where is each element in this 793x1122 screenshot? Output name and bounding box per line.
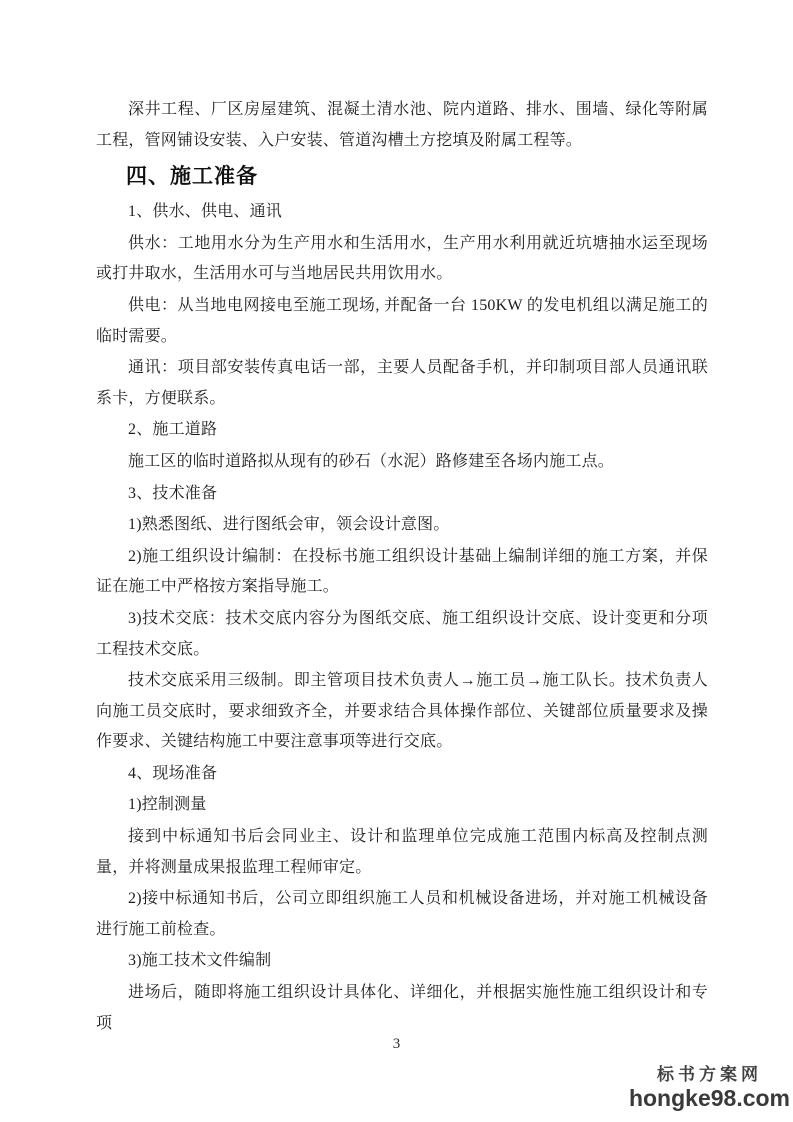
paragraph: 2)接中标通知书后，公司立即组织施工人员和机械设备进场，并对施工机械设备进行施工前检查。	[96, 890, 708, 938]
paragraph: 供电：从当地电网接电至施工现场, 并配备一台 150KW 的发电机组以满足施工的临时需要。	[96, 296, 708, 345]
paragraph: 3)施工技术文件编制	[128, 952, 272, 970]
document-body	[96, 95, 708, 1040]
paragraph: 2)施工组织设计编制：在投标书施工组织设计基础上编制详细的施工方案，并保证在施工中严格按方案指导施工。	[96, 547, 708, 596]
paragraph: 深井工程、厂区房屋建筑、混凝土清水池、院内道路、排水、围墙、绿化等附属工程，管网铺设安装、入户安装、管道沟槽土方挖填及附属工程等。	[96, 101, 708, 149]
paragraph: 进场后，随即将施工组织设计具体化、详细化，并根据实施性施工组织设计和专项	[96, 984, 708, 1032]
paragraph: 技术交底采用三级制。即主管项目技术负责人→施工员→施工队长。技术负责人向施工员交底时，要求细致齐全，并要求结合具体操作部位、关键部位质量要求及操作要求、关键结构施工中要注意事项等进行交底。	[96, 672, 708, 751]
paragraph: 4、现场准备	[128, 764, 218, 782]
section-heading: 四、施工准备	[126, 165, 258, 189]
paragraph: 1)控制测量	[128, 796, 207, 814]
paragraph: 1)熟悉图纸、进行图纸会审，领会设计意图。	[128, 516, 450, 534]
paragraph: 3、技术准备	[128, 484, 218, 502]
paragraph: 3)技术交底：技术交底内容分为图纸交底、施工组织设计交底、设计变更和分项工程技术交底。	[96, 609, 708, 658]
paragraph: 1、供水、供电、通讯	[128, 203, 283, 221]
paragraph: 2、施工道路	[128, 421, 218, 439]
paragraph: 供水：工地用水分为生产用水和生活用水，生产用水利用就近坑塘抽水运至现场或打井取水，生活用水可与当地居民共用饮用水。	[96, 234, 708, 283]
watermark	[629, 1066, 790, 1110]
paragraph: 接到中标通知书后会同业主、设计和监理单位完成施工范围内标高及控制点测量，并将测量成果报监理工程师审定。	[96, 828, 708, 876]
paragraph: 施工区的临时道路拟从现有的砂石（水泥）路修建至各场内施工点。	[128, 452, 615, 470]
page-number: 3	[392, 1036, 401, 1052]
paragraph: 通讯：项目部安装传真电话一部，主要人员配备手机，并印制项目部人员通讯联系卡，方便联系。	[96, 359, 708, 407]
watermark-site-name: 标书方案网	[656, 1065, 762, 1085]
watermark-site-url: hongke98.com	[628, 1085, 790, 1111]
